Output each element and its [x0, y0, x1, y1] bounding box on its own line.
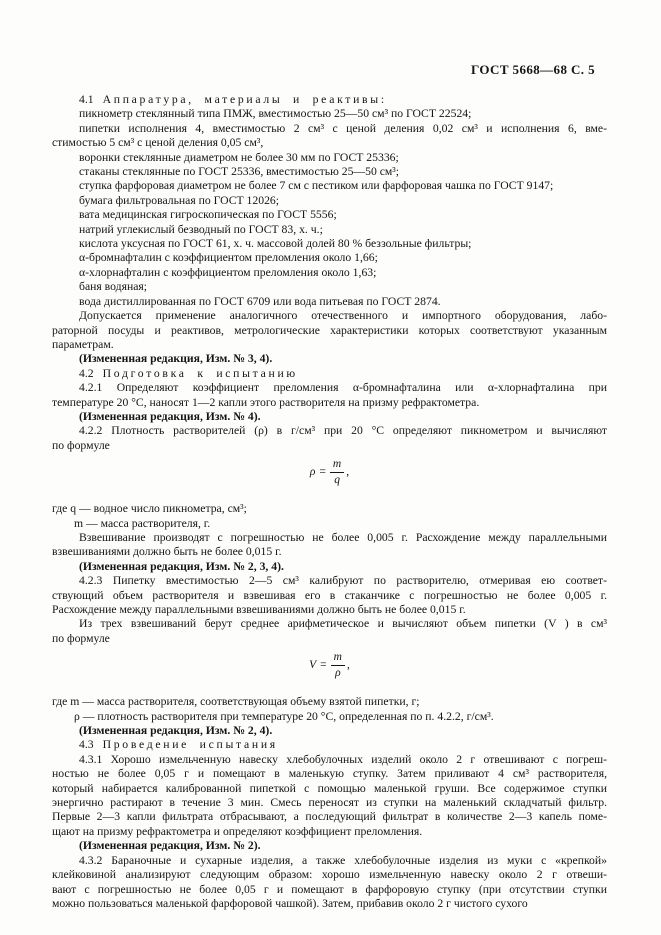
text-line: Допускается применение аналогичного отечественного и импортного оборудования, лабо- — [79, 309, 607, 323]
text-line: вают с погрешностью не более 0,05 г и помещают в фарфоровую ступку (при отсутствии ступки — [52, 882, 607, 896]
section-title: Проведение испытания — [102, 738, 278, 752]
text-line: Первые 2—3 капли фильтрата отбрасывают, а последующий фильтрат в количестве 2—3 капель поме- — [52, 810, 607, 824]
section-title: Подготовка к испытанию — [102, 366, 298, 380]
revision-note: (Измененная редакция, Изм. № 2). — [79, 839, 261, 853]
text-line: ρ — плотность растворителя при температуре 20 °С, определенная по п. 4.2.2, г/см³. — [74, 709, 494, 723]
text-line: можно пользоваться маленькой фарфоровой чашкой). Затем, прибавив около 2 г чистого сухого — [52, 896, 528, 910]
text-line: вата медицинская гигроскопическая по ГОСТ 5556; — [79, 208, 337, 222]
section-number: 4.3 — [79, 738, 94, 752]
fraction-denominator: q — [334, 474, 340, 487]
text-line: натрий углекислый безводный по ГОСТ 83, х. ч.; — [79, 222, 323, 236]
equals-sign: = — [319, 466, 326, 479]
fraction-numerator: m — [331, 651, 345, 666]
text-line: 4.3.1 Хорошо измельченную навеску хлебобулочных изделий около 2 г отвешивают с погреш- — [79, 752, 607, 766]
text-line: взвешиваниями должно быть не более 0,015 г. — [52, 545, 282, 559]
formula — [52, 651, 607, 680]
fraction-denominator: ρ — [335, 667, 341, 680]
text-line: стимостью 5 см³ с ценой деления 0,05 см³, — [52, 136, 264, 150]
text-line: параметрам. — [52, 337, 114, 351]
text-line: баня водяная; — [79, 280, 148, 294]
formula-trailing-punctuation: , — [346, 466, 350, 479]
section-title: Аппаратура, материалы и реактивы: — [102, 93, 387, 106]
text-line: воронки стеклянные диаметром не более 30 мм по ГОСТ 25336; — [79, 150, 399, 164]
text-line: клейковиной анализируют следующим образом: хорошо измельченную навеску около 2 г отвеши- — [52, 868, 607, 882]
revision-note: (Измененная редакция, Изм. № 4). — [79, 409, 261, 423]
section-heading — [52, 738, 607, 752]
text-line: раторной посуды и реактивов, метрологические характеристики которых соответствуют указанным — [52, 323, 607, 337]
formula-lhs: ρ — [309, 466, 316, 479]
text-line: кислота уксусная по ГОСТ 61, х. ч. массовой долей 80 % беззольные фильтры; — [79, 237, 472, 251]
revision-note: (Измененная редакция, Изм. № 2, 3, 4). — [79, 559, 284, 573]
text-line: щают на призму рефрактометра и определяют коэффициент преломления. — [52, 824, 423, 838]
equals-sign: = — [320, 659, 327, 672]
revision-note: (Измененная редакция, Изм. № 3, 4). — [79, 352, 273, 366]
text-line: ствующий объем растворителя и взвешивая его в стаканчике с погрешностью не более 0,005 г. — [52, 588, 607, 602]
text-line: где q — водное число пикнометра, см³; — [52, 502, 247, 516]
text-line: Взвешивание производят с погрешностью не более 0,005 г. Расхождение между параллельными — [79, 530, 607, 544]
fraction — [331, 651, 345, 680]
section-number: 4.2 — [79, 366, 94, 380]
page-header: ГОСТ 5668—68 С. 5 — [471, 62, 595, 77]
text-line: по формуле — [52, 438, 110, 452]
text-line: m — масса растворителя, г. — [74, 516, 211, 530]
text-line: 4.3.2 Бараночные и сухарные изделия, а также хлебобулочные изделия из муки с «крепкой» — [79, 853, 607, 867]
fraction — [330, 458, 344, 487]
text-line: стаканы стеклянные по ГОСТ 25336, вместимостью 25—50 см³; — [79, 165, 400, 179]
text-line: по формуле — [52, 631, 110, 645]
text-line: α-хлорнафталин с коэффициентом преломления около 1,63; — [79, 265, 377, 279]
text-line: 4.2.1 Определяют коэффициент преломления α-бромнафталина или α-хлорнафталина при — [79, 381, 607, 395]
text-line: бумага фильтровальная по ГОСТ 12026; — [79, 193, 280, 207]
text-line: ностью не более 0,05 г и помещают в маленькую ступку. Затем приливают 4 см³ растворителя, — [52, 767, 607, 781]
text-line: вода дистиллированная по ГОСТ 6709 или вода питьевая по ГОСТ 2874. — [79, 294, 441, 308]
text-line: Расхождение между параллельными взвешиваниями должно быть не более 0,015 г. — [52, 603, 466, 616]
text-line: энергично растирают в течение 3 мин. Смесь переносят из ступки на маленький складчатый фильтр. — [52, 796, 607, 810]
formula — [52, 458, 607, 487]
formula-lhs: V — [309, 659, 317, 672]
text-line: ступка фарфоровая диаметром не более 7 см с пестиком или фарфоровая чашка по ГОСТ 9147; — [79, 179, 554, 193]
text-line: Из трех взвешиваний берут среднее арифметическое и вычисляют объем пипетки (V ) в см³ — [79, 617, 607, 631]
section-number: 4.1 — [79, 93, 94, 106]
section-heading — [52, 367, 607, 381]
text-line: пикнометр стеклянный типа ПМЖ, вместимостью 25—50 см³ по ГОСТ 22524; — [79, 107, 472, 121]
fraction-numerator: m — [330, 458, 344, 473]
text-line: температуре 20 °С, наносят 1—2 капли этого растворителя на призму рефрактометра. — [52, 395, 480, 409]
document-body — [52, 93, 607, 911]
text-line: который набирается калиброванной пипеткой с помощью маленькой груши. Все содержимое ступки — [52, 781, 607, 795]
text-line: 4.2.3 Пипетку вместимостью 2—5 см³ калибруют по растворителю, отмеривая ею соответ- — [79, 574, 607, 588]
text-line: пипетки исполнения 4, вместимостью 2 см³ с ценой деления 0,02 см³ и исполнения 6, вме- — [79, 121, 607, 135]
text-line: 4.2.2 Плотность растворителей (ρ) в г/см³ при 20 °С определяют пикнометром и вычисляют — [79, 424, 607, 438]
section-heading — [52, 93, 607, 107]
revision-note: (Измененная редакция, Изм. № 2, 4). — [79, 724, 273, 738]
text-line: α-бромнафталин с коэффициентом преломления около 1,66; — [79, 251, 378, 265]
formula-trailing-punctuation: , — [346, 659, 350, 672]
text-line: где m — масса растворителя, соответствующая объему взятой пипетки, г; — [52, 695, 420, 709]
